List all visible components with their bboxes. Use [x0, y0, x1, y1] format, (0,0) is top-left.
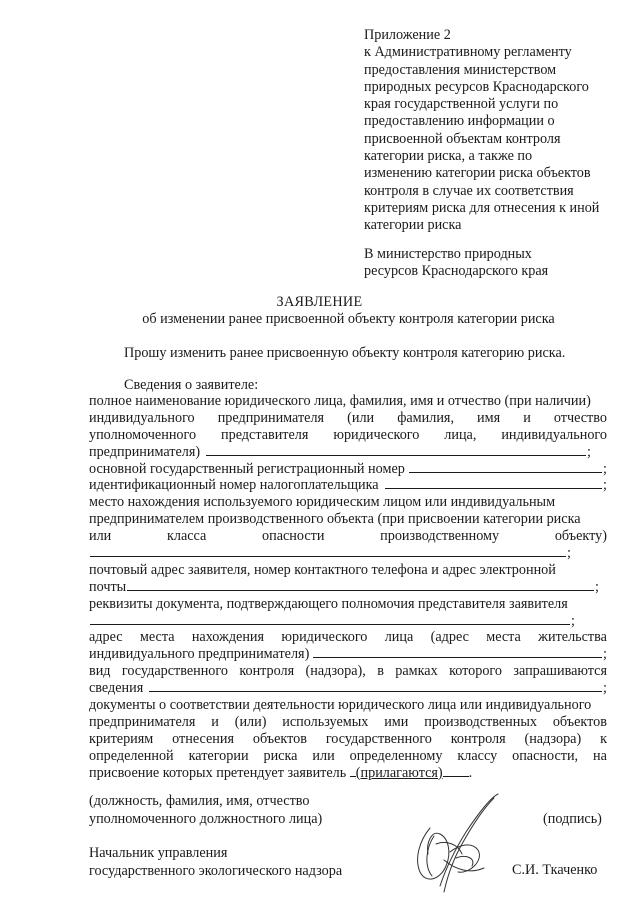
word: предпринимателя	[89, 713, 196, 730]
word: (надзора),	[305, 663, 366, 680]
word: риска	[263, 747, 298, 764]
word: лица,	[444, 426, 477, 443]
head-name: С.И. Ткаченко	[512, 862, 598, 878]
word: в	[377, 663, 384, 680]
control-line-1	[89, 663, 607, 680]
word: государственного	[325, 730, 432, 747]
word: отнесения	[172, 730, 234, 747]
word: жительства	[538, 629, 607, 646]
name-line-4: предпринимателя)	[89, 443, 201, 460]
ogrn-blank[interactable]	[409, 461, 602, 473]
requisites-fill-line	[89, 613, 607, 630]
word: объекту)	[554, 528, 607, 545]
ogrn-line	[89, 461, 607, 478]
word: нахождения	[191, 629, 265, 646]
word: определенной	[89, 747, 174, 764]
address-line-2: индивидуального предпринимателя)	[89, 646, 310, 663]
word: или	[89, 528, 112, 545]
position-line-2: уполномоченного должностного лица)	[89, 810, 323, 827]
address-line-1	[89, 629, 607, 646]
appendix-line: предоставления министерством	[364, 61, 557, 78]
docs-line-3	[89, 731, 607, 748]
official-position-caption	[89, 793, 322, 828]
period: .	[468, 764, 473, 781]
word: (надзора)	[524, 730, 582, 747]
underline-gap	[443, 765, 469, 777]
word: имя	[477, 409, 501, 426]
name-blank[interactable]	[206, 444, 586, 456]
word: представителя	[221, 426, 309, 443]
ogrn-label: основной государственный регистрационный номер	[89, 460, 405, 477]
word: предпринимателя	[217, 409, 325, 426]
appendix-line: предоставлению информации о	[364, 113, 555, 130]
separator: ;	[595, 578, 599, 595]
separator: ;	[587, 443, 591, 460]
word: классу	[457, 747, 498, 764]
addressee-line: ресурсов Краснодарского края	[364, 263, 549, 280]
word: или	[312, 747, 335, 764]
appendix-line: природных ресурсов Краснодарского	[364, 78, 589, 95]
word: производственному	[380, 528, 500, 545]
word: контроля	[239, 663, 295, 680]
location-fill-line	[89, 545, 607, 562]
address-fill-line	[89, 646, 607, 663]
postal-line-1: почтовый адрес заявителя, номер контактного телефона и адрес электронной	[89, 561, 556, 578]
requisites-blank[interactable]	[90, 613, 570, 625]
word: уполномоченного	[89, 426, 197, 443]
inn-label: идентификационный номер налогоплательщика	[89, 477, 379, 494]
separator: ;	[603, 460, 607, 477]
document-title: ЗАЯВЛЕНИЕ	[276, 294, 363, 310]
location-line-2: предпринимателем производственного объекта (при присвоении категории риска	[89, 511, 581, 528]
name-line-3	[89, 427, 607, 444]
word: и	[211, 713, 219, 730]
separator: ;	[567, 545, 571, 562]
name-line-1: полное наименование юридического лица, фамилия, имя и отчество (при наличии)	[89, 393, 591, 409]
word: юридического	[281, 629, 368, 646]
control-blank[interactable]	[149, 680, 602, 692]
attached-value: (прилагаются)	[355, 764, 443, 781]
appendix-line: присвоенной объектам контроля	[364, 130, 561, 147]
postal-fill-line	[89, 579, 607, 596]
word: фамилия,	[397, 409, 454, 426]
appendix-line: Приложение 2	[364, 27, 451, 43]
docs-line-5-prefix: присвоение которых претендует заявитель	[89, 764, 347, 781]
word: индивидуального	[89, 409, 195, 426]
word: отчество	[553, 409, 607, 426]
word: (или	[347, 409, 375, 426]
word: критериям	[89, 730, 154, 747]
control-line-2: сведения	[89, 680, 144, 697]
addressee-block	[364, 246, 614, 281]
postal-line-2: почты	[89, 578, 127, 595]
word: контроля	[450, 730, 506, 747]
word: используемых	[282, 713, 369, 730]
appendix-line: категории риска	[364, 217, 462, 234]
position-line-1: (должность, фамилия, имя, отчество	[89, 793, 310, 809]
word: вид	[89, 663, 111, 680]
location-blank[interactable]	[90, 545, 566, 557]
word: опасности	[262, 528, 325, 545]
word: адрес	[89, 629, 123, 646]
inn-blank[interactable]	[385, 477, 602, 489]
separator: ;	[603, 477, 607, 494]
applicant-info-heading: Сведения о заявителе:	[124, 377, 259, 393]
word: категории	[188, 747, 249, 764]
word: запрашиваются	[513, 663, 607, 680]
word: объектов	[252, 730, 307, 747]
word: к	[600, 730, 607, 747]
form-body	[89, 393, 607, 781]
word: (адрес	[430, 629, 469, 646]
word: производственных	[424, 713, 537, 730]
head-line-1: Начальник управления	[89, 845, 228, 861]
head-line-2: государственного экологического надзора	[89, 862, 343, 879]
word: ими	[384, 713, 409, 730]
word: лица	[384, 629, 414, 646]
word: рамках	[395, 663, 438, 680]
inn-line	[89, 477, 607, 494]
separator: ;	[603, 646, 607, 663]
name-fill-line	[89, 444, 607, 461]
name-line-2	[89, 410, 607, 427]
request-text: Прошу изменить ранее присвоенную объекту контроля категорию риска.	[124, 345, 566, 361]
word: опасности,	[512, 747, 579, 764]
word: юридического	[333, 426, 420, 443]
location-line-3	[89, 528, 607, 545]
docs-line-4	[89, 748, 607, 765]
appendix-line: критериям риска для отнесения к иной	[364, 199, 600, 216]
word: класса	[166, 528, 207, 545]
appendix-line: категории риска, а также по	[364, 148, 533, 165]
appendix-line: изменению категории риска объектов	[364, 165, 591, 182]
word: места	[139, 629, 175, 646]
postal-blank[interactable]	[127, 579, 594, 591]
requisites-line: реквизиты документа, подтверждающего полномочия представителя заявителя	[89, 595, 568, 612]
docs-line-1: документы о соответствии деятельности юридического лица или индивидуального	[89, 697, 592, 714]
address-blank[interactable]	[313, 646, 602, 658]
separator: ;	[603, 680, 607, 697]
word: места	[486, 629, 521, 646]
word: объектов	[552, 713, 607, 730]
appendix-line: контроля в случае их соответствия	[364, 182, 574, 199]
control-fill-line	[89, 680, 607, 697]
word: на	[593, 747, 607, 764]
appendix-line: к Административному регламенту	[364, 44, 572, 61]
docs-line-5	[89, 765, 607, 782]
location-line-1: место нахождения используемого юридическим лицом или индивидуальным	[89, 494, 556, 511]
separator: ;	[571, 612, 575, 629]
head-title-block	[89, 845, 342, 880]
word: индивидуального	[501, 426, 607, 443]
word: (или)	[234, 713, 267, 730]
appendix-block	[364, 27, 614, 235]
appendix-line: края государственной услуги по	[364, 96, 559, 113]
word: которого	[449, 663, 502, 680]
word: и	[523, 409, 531, 426]
document-subtitle: об изменении ранее присвоенной объекту контроля категории риска	[142, 311, 555, 327]
docs-line-2	[89, 714, 607, 731]
handwritten-signature	[400, 788, 520, 898]
signature-caption: (подпись)	[543, 811, 602, 827]
word: государственного	[121, 663, 228, 680]
addressee-line: В министерство природных	[364, 246, 532, 262]
word: определенному	[349, 747, 443, 764]
